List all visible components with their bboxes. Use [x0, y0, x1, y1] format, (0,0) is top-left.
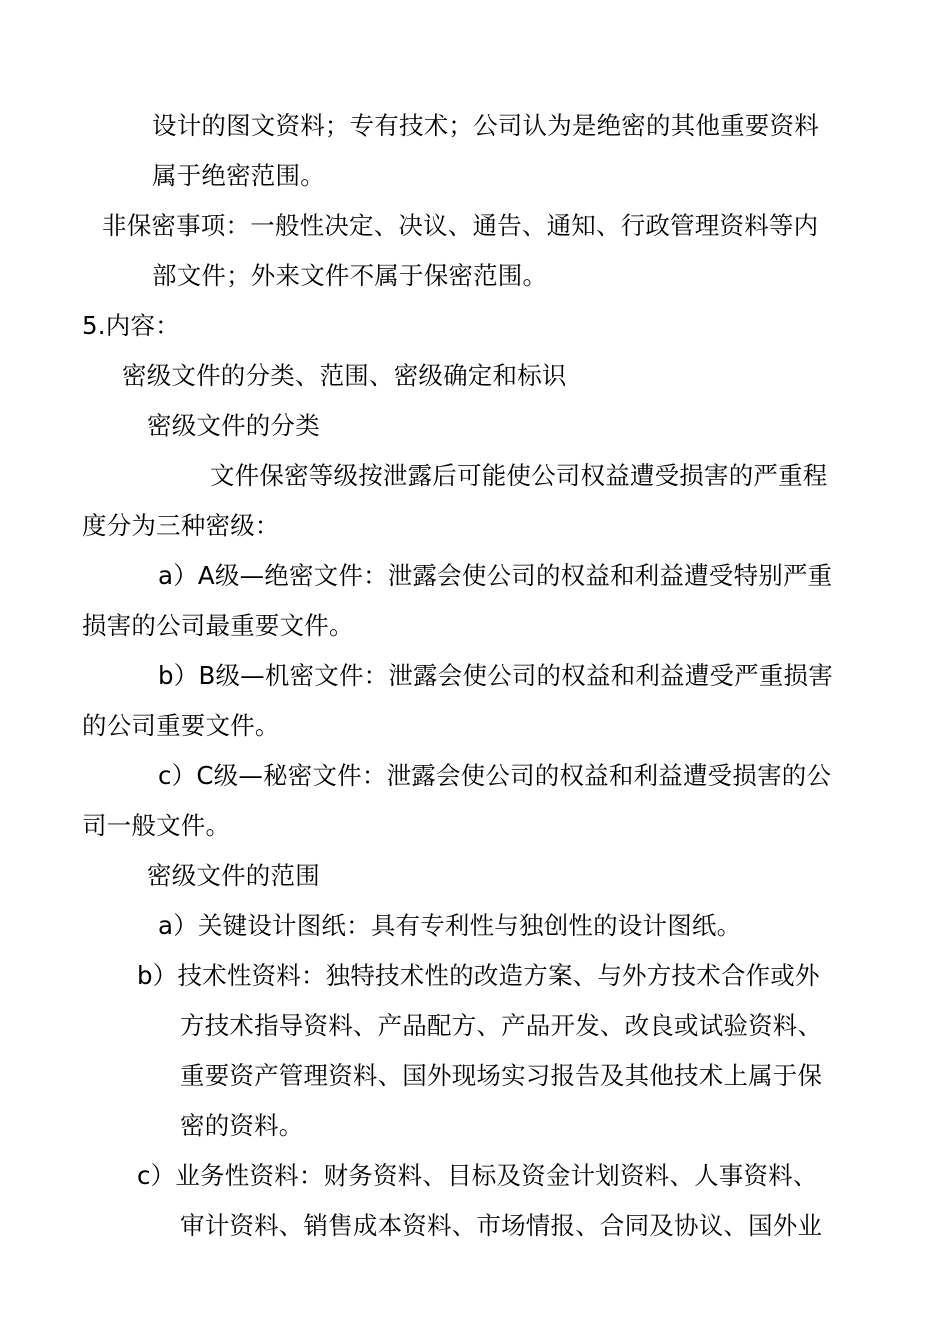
text-line: 属于绝密范围。	[152, 161, 325, 190]
list-item: b）技术性资料：独特技术性的改造方案、与外方技术合作或外	[137, 961, 820, 990]
subsection-heading: 密级文件的范围	[147, 861, 320, 890]
text-line: 密的资料。	[180, 1111, 304, 1140]
text-line: 非保密事项：一般性决定、决议、通告、通知、行政管理资料等内	[102, 211, 819, 240]
list-item: c）业务性资料：财务资料、目标及资金计划资料、人事资料、	[137, 1161, 818, 1190]
text-line: 的公司重要文件。	[82, 711, 280, 740]
text-line: 度分为三种密级：	[82, 511, 280, 540]
list-item: c）C级—秘密文件：泄露会使公司的权益和利益遭受损害的公	[158, 761, 832, 790]
section-heading: 5.内容：	[82, 311, 180, 340]
list-item: b）B级—机密文件：泄露会使公司的权益和利益遭受严重损害	[158, 661, 833, 690]
text-line: 部文件；外来文件不属于保密范围。	[152, 261, 548, 290]
text-line: 方技术指导资料、产品配方、产品开发、改良或试验资料、	[180, 1011, 823, 1040]
list-item: a）关键设计图纸：具有专利性与独创性的设计图纸。	[158, 911, 742, 940]
subsection-heading: 密级文件的分类、范围、密级确定和标识	[122, 361, 567, 390]
text-line: 设计的图文资料；专有技术；公司认为是绝密的其他重要资料	[152, 111, 819, 140]
text-line: 损害的公司最重要文件。	[82, 611, 354, 640]
list-item: a）A级—绝密文件：泄露会使公司的权益和利益遭受特别严重	[158, 561, 833, 590]
text-line: 文件保密等级按泄露后可能使公司权益遭受损害的严重程	[210, 461, 828, 490]
text-line: 审计资料、销售成本资料、市场情报、合同及协议、国外业	[180, 1211, 823, 1240]
text-line: 重要资产管理资料、国外现场实习报告及其他技术上属于保	[180, 1061, 823, 1090]
text-line: 司一般文件。	[82, 811, 231, 840]
subsection-heading: 密级文件的分类	[147, 411, 320, 440]
